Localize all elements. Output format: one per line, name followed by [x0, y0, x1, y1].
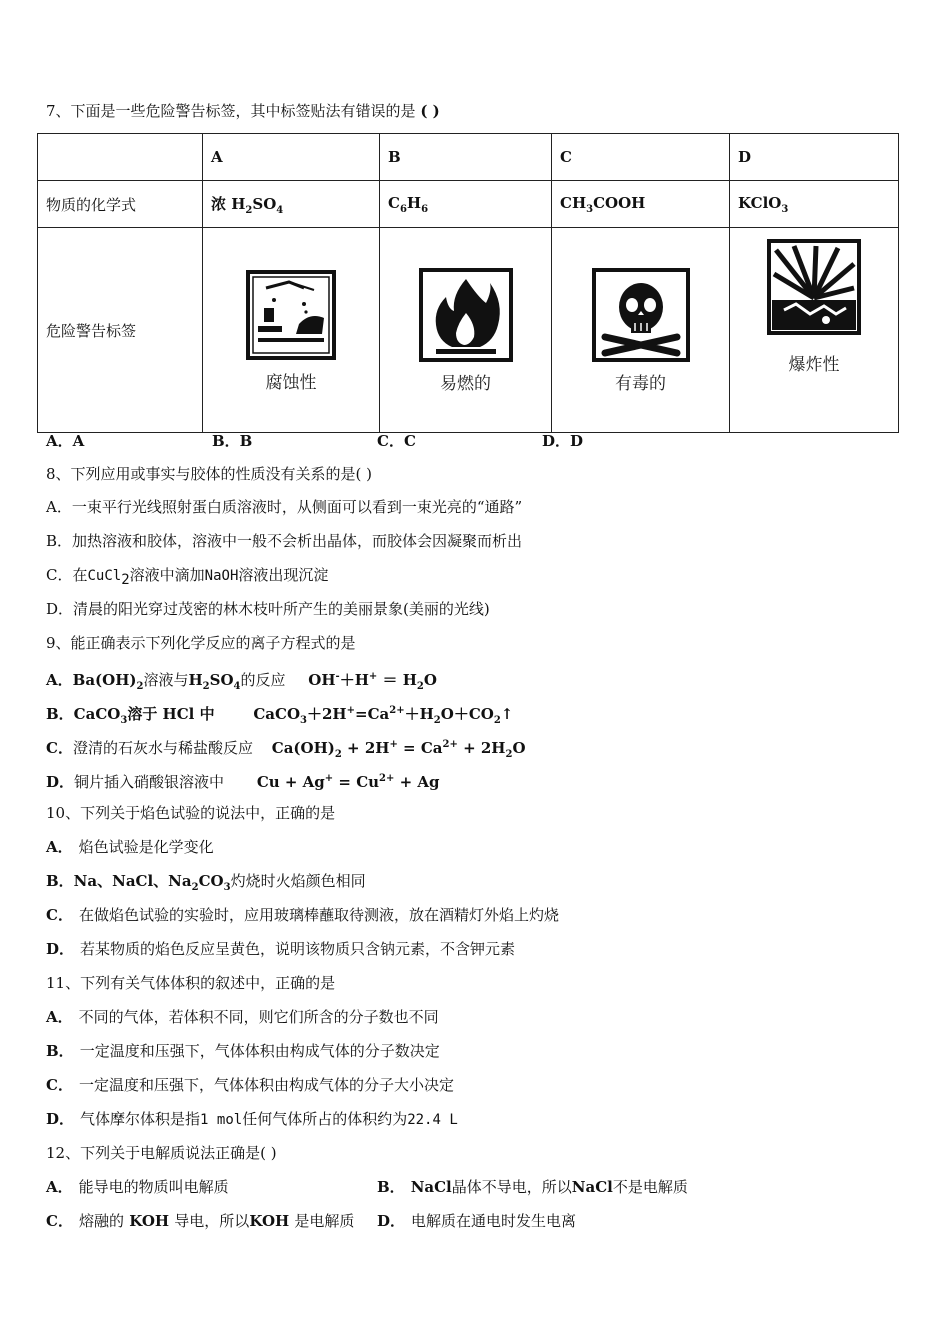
formula-a: 浓 $H_2SO_4$ — [203, 181, 380, 228]
header-a: A — [203, 134, 380, 181]
label-explosive-cell — [730, 228, 899, 433]
skull-crossbones-icon — [591, 267, 691, 363]
q9-option-d: D．铜片插入硝酸银溶液中 $Cu + Ag^+ = Cu^{2+} + Ag$ — [46, 773, 440, 791]
formula-row-label: 物质的化学式 — [38, 181, 203, 228]
q12-option-b: B． NaCl晶体不导电，所以NaCl不是电解质 — [377, 1178, 688, 1196]
q8-stem: 8、下列应用或事实与胶体的性质没有关系的是( ) — [46, 465, 373, 483]
header-c: C — [552, 134, 730, 181]
hazard-table — [37, 133, 899, 433]
q8-option-d: D．清晨的阳光穿过茂密的林木枝叶所产生的美丽景象(美丽的光线) — [46, 600, 490, 618]
q12-stem: 12、下列关于电解质说法正确是( ) — [46, 1144, 277, 1162]
q10-stem: 10、下列关于焰色试验的说法中，正确的是 — [46, 804, 336, 822]
q8-option-c: C．在CuCl$_2$溶液中滴加NaOH溶液出现沉淀 — [46, 566, 329, 588]
q7-option-a: A．A — [46, 432, 85, 450]
corrosive-icon — [244, 268, 338, 362]
q8-option-b: B．加热溶液和胶体，溶液中一般不会析出晶体，而胶体会因凝聚而析出 — [46, 532, 523, 550]
q9-stem: 9、能正确表示下列化学反应的离子方程式的是 — [46, 634, 356, 652]
q12-option-a: A． 能导电的物质叫电解质 — [46, 1178, 229, 1196]
formula-d: KClO$_3$ — [730, 181, 899, 228]
q11-option-d: D． 气体摩尔体积是指1 mol任何气体所占的体积约为22.4 L — [46, 1110, 458, 1128]
header-b: B — [380, 134, 552, 181]
caption-corrosive: 腐蚀性 — [265, 372, 317, 393]
q11-stem: 11、下列有关气体体积的叙述中，正确的是 — [46, 974, 336, 992]
q8-option-a: A．一束平行光线照射蛋白质溶液时，从侧面可以看到一束光亮的“通路” — [46, 498, 523, 516]
label-row-label: 危险警告标签 — [38, 228, 203, 433]
q10-option-b: B．Na、NaCl、$Na_2CO_3$灼烧时火焰颜色相同 — [46, 872, 366, 893]
q7-paren: ( ) — [420, 102, 440, 120]
table-corner-cell — [38, 134, 203, 181]
q9-option-a: A．$Ba(OH)_2$溶液与$H_2SO_4$的反应 $OH^-+H^+ = H_2O$ — [46, 671, 437, 692]
label-flammable-cell — [380, 228, 552, 433]
label-corrosive-cell — [203, 228, 380, 433]
q7-option-b: B．B — [212, 432, 253, 450]
formula-c: $CH_3COOH$ — [552, 181, 730, 228]
header-d: D — [730, 134, 899, 181]
caption-toxic: 有毒的 — [615, 373, 666, 394]
q12-option-c: C． 熔融的 KOH 导电，所以KOH 是电解质 — [46, 1212, 355, 1230]
label-row — [38, 228, 899, 433]
q12-option-d: D． 电解质在通电时发生电离 — [377, 1212, 577, 1230]
q7-option-c: C．C — [377, 432, 416, 450]
q9-option-b: B．CaCO$_3$溶于 HCl 中 $CaCO_3+2H^+=Ca^{2+}+H_2O+CO_2↑$ — [46, 705, 514, 726]
explosion-icon — [766, 238, 862, 336]
flame-icon — [418, 267, 514, 363]
table-header-row — [38, 134, 899, 181]
q7-stem-text: 7、下面是一些危险警告标签，其中标签贴法有错误的是 — [46, 102, 416, 120]
label-toxic-cell — [552, 228, 730, 433]
q11-option-a: A． 不同的气体，若体积不同，则它们所含的分子数也不同 — [46, 1008, 439, 1026]
q7-stem — [46, 101, 440, 121]
q7-option-d: D．D — [542, 432, 584, 450]
caption-flammable: 易燃的 — [440, 373, 491, 394]
q9-option-c: C．澄清的石灰水与稀盐酸反应 $Ca(OH)_2 + 2H^+ = Ca^{2+} + 2H_2O$ — [46, 739, 526, 760]
formula-row — [38, 181, 899, 228]
q10-option-d: D． 若某物质的焰色反应呈黄色，说明该物质只含钠元素，不含钾元素 — [46, 940, 516, 958]
q10-option-c: C． 在做焰色试验的实验时，应用玻璃棒蘸取待测液，放在酒精灯外焰上灼烧 — [46, 906, 559, 924]
q11-option-b: B． 一定温度和压强下，气体体积由构成气体的分子数决定 — [46, 1042, 440, 1060]
q11-option-c: C． 一定温度和压强下，气体体积由构成气体的分子大小决定 — [46, 1076, 454, 1094]
caption-explosive: 爆炸性 — [788, 355, 840, 375]
formula-b: $C_6H_6$ — [380, 181, 552, 228]
q10-option-a: A． 焰色试验是化学变化 — [46, 838, 214, 856]
